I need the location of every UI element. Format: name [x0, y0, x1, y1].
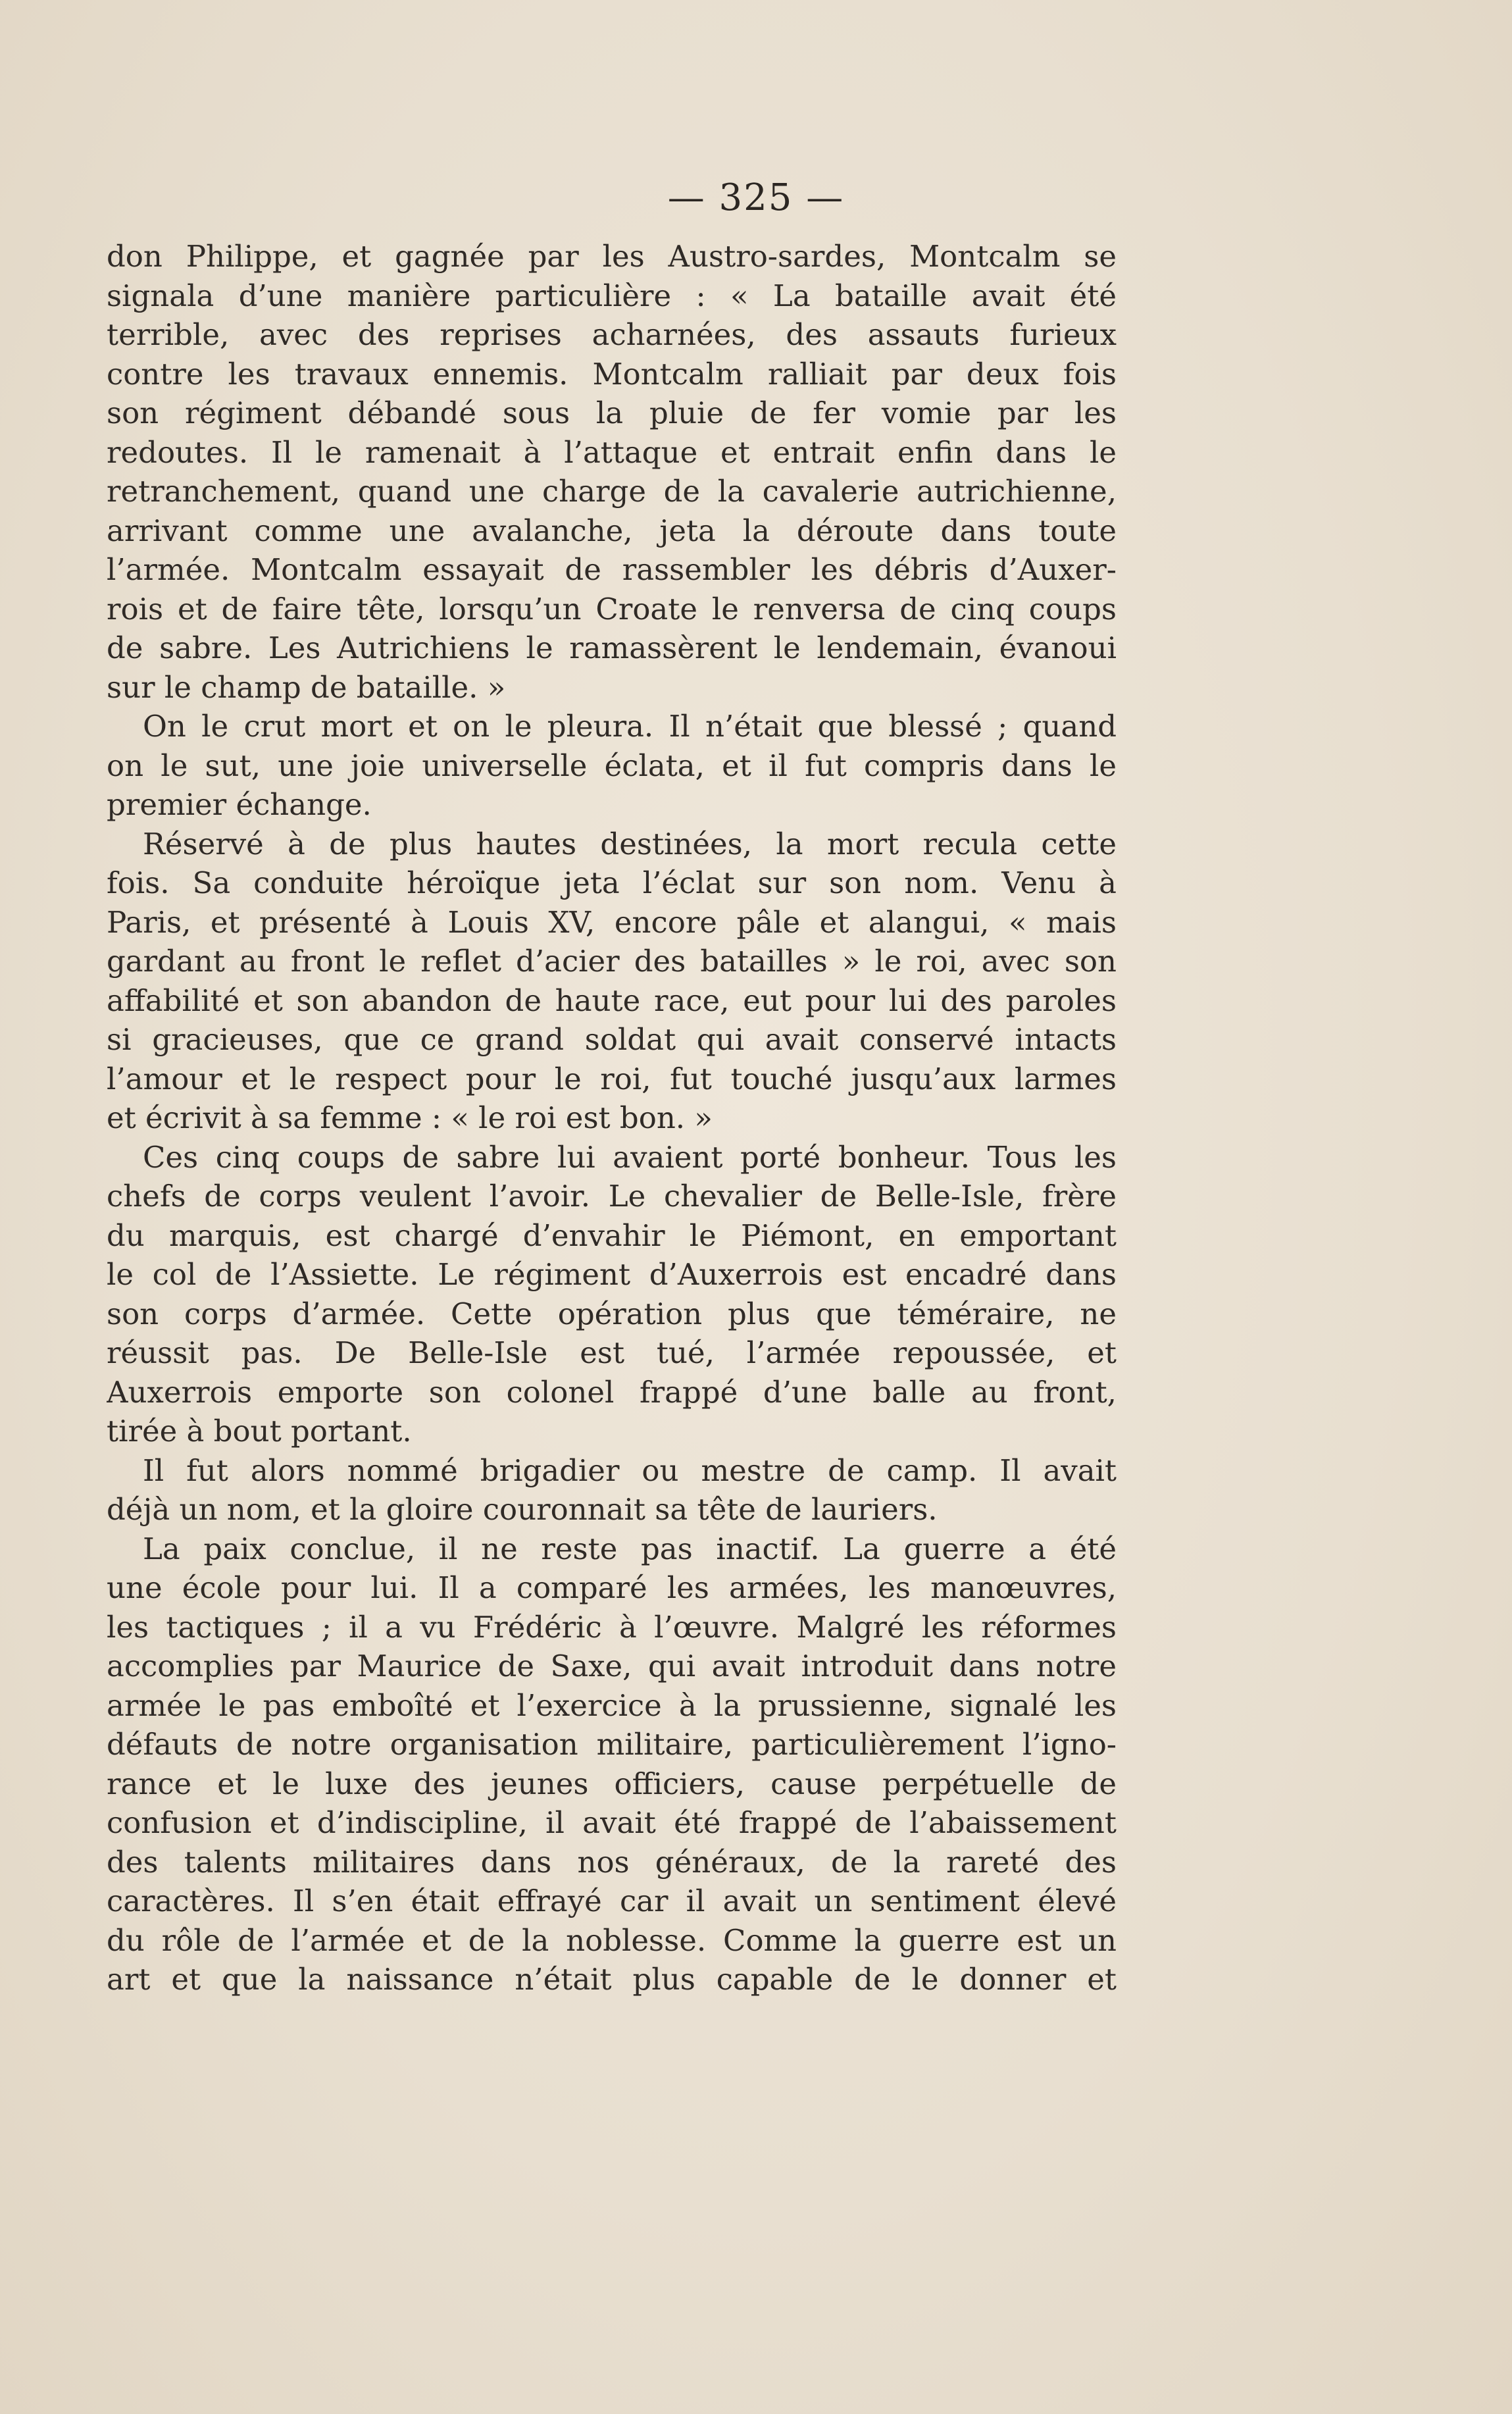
text-line: des talents militaires dans nos généraux, de la rareté des: [107, 1844, 1117, 1880]
text-line: son corps d’armée. Cette opération plus que téméraire, ne: [107, 1296, 1117, 1331]
text-line: retranchement, quand une charge de la cavalerie autrichienne,: [107, 474, 1117, 509]
text-line: affabilité et son abandon de haute race, eut pour lui des paroles: [107, 983, 1117, 1018]
text-line: art et que la naissance n’était plus capable de le donner et: [107, 1962, 1117, 1997]
text-line: signala d’une manière particulière : « La bataille avait été: [107, 278, 1117, 313]
text-line: premier échange.: [107, 787, 372, 822]
text-line: une école pour lui. Il a comparé les armées, les manœuvres,: [107, 1570, 1117, 1605]
text-line: rois et de faire tête, lorsqu’un Croate le renversa de cinq coups: [107, 591, 1117, 627]
text-line: de sabre. Les Autrichiens le ramassèrent le lendemain, évanoui: [107, 630, 1117, 665]
text-line: Paris, et présenté à Louis XV, encore pâle et alangui, « mais: [107, 904, 1117, 940]
text-line: Réservé à de plus hautes destinées, la mort recula cette: [143, 826, 1117, 861]
text-line: terrible, avec des reprises acharnées, des assauts furieux: [107, 317, 1117, 352]
text-line: chefs de corps veulent l’avoir. Le chevalier de Belle-Isle, frère: [107, 1179, 1117, 1214]
text-line: déjà un nom, et la gloire couronnait sa tête de lauriers.: [107, 1492, 938, 1527]
text-line: du marquis, est chargé d’envahir le Piémont, en emportant: [107, 1218, 1117, 1253]
page-number: — 325 —: [667, 176, 845, 219]
text-line: du rôle de l’armée et de la noblesse. Comme la guerre est un: [107, 1922, 1117, 1958]
text-line: le col de l’Assiette. Le régiment d’Auxerrois est encadré dans: [107, 1257, 1117, 1292]
text-line: armée le pas emboîté et l’exercice à la prussienne, signalé les: [107, 1687, 1117, 1723]
text-line: On le crut mort et on le pleura. Il n’était que blessé ; quand: [143, 709, 1117, 744]
text-line: Il fut alors nommé brigadier ou mestre de camp. Il avait: [143, 1452, 1117, 1488]
text-line: si gracieuses, que ce grand soldat qui avait conservé intacts: [107, 1022, 1117, 1057]
text-line: redoutes. Il le ramenait à l’attaque et entrait enfin dans le: [107, 434, 1117, 470]
text-line: et écrivit à sa femme : « le roi est bon. »: [107, 1100, 713, 1135]
text-line: arrivant comme une avalanche, jeta la déroute dans toute: [107, 513, 1117, 548]
text-line: gardant au front le reflet d’acier des batailles » le roi, avec son: [107, 944, 1117, 979]
text-line: contre les travaux ennemis. Montcalm ralliait par deux fois: [107, 356, 1117, 392]
text-line: on le sut, une joie universelle éclata, et il fut compris dans le: [107, 748, 1117, 783]
text-line: tirée à bout portant.: [107, 1414, 412, 1449]
text-line: Auxerrois emporte son colonel frappé d’une balle au front,: [107, 1374, 1117, 1410]
text-line: confusion et d’indiscipline, il avait été frappé de l’abaissement: [107, 1805, 1117, 1840]
text-line: son régiment débandé sous la pluie de fer vomie par les: [107, 396, 1117, 430]
text-line: l’amour et le respect pour le roi, fut touché jusqu’aux larmes: [107, 1061, 1117, 1096]
text-line: réussit pas. De Belle-Isle est tué, l’armée repoussée, et: [107, 1335, 1117, 1370]
text-line: don Philippe, et gagnée par les Austro-sardes, Montcalm se: [107, 239, 1117, 274]
text-line: l’armée. Montcalm essayait de rassembler les débris d’Auxer-: [107, 552, 1117, 587]
text-line: rance et le luxe des jeunes officiers, cause perpétuelle de: [107, 1766, 1117, 1801]
body-text: [107, 237, 1117, 1999]
text-line: fois. Sa conduite héroïque jeta l’éclat sur son nom. Venu à: [107, 865, 1117, 900]
text-line: Ces cinq coups de sabre lui avaient porté bonheur. Tous les: [143, 1139, 1117, 1175]
text-line: sur le champ de bataille. »: [107, 669, 506, 705]
text-line: La paix conclue, il ne reste pas inactif. La guerre a été: [143, 1531, 1117, 1566]
text-line: défauts de notre organisation militaire, particulièrement l’igno-: [107, 1727, 1117, 1762]
text-line: caractères. Il s’en était effrayé car il avait un sentiment élevé: [107, 1884, 1117, 1918]
text-line: accomplies par Maurice de Saxe, qui avait introduit dans notre: [107, 1649, 1117, 1683]
text-line: les tactiques ; il a vu Frédéric à l’œuvre. Malgré les réformes: [107, 1609, 1117, 1645]
